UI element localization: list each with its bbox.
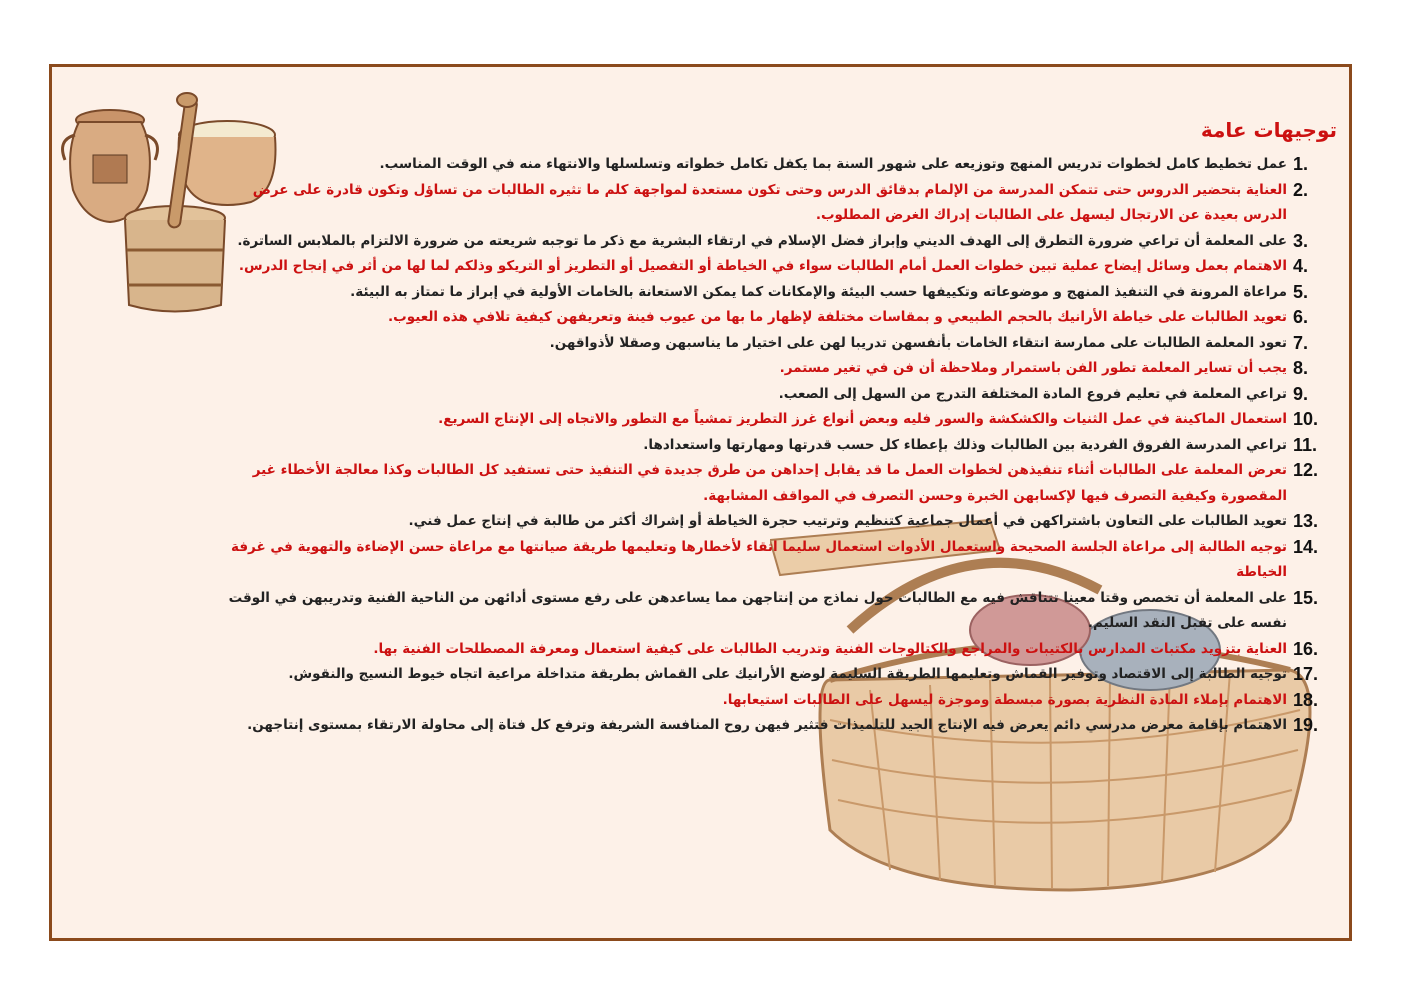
item-text: تعود المعلمة الطالبات على ممارسة انتقاء الخامات بأنفسهن تدريبا لهن على اختيار ما يناسبهن وصقلا لأذواقهن. — [549, 334, 1287, 351]
item-text: العناية بتحضير الدروس حتى تتمكن المدرسة من الإلمام بدقائق الدرس وحتى تكون مستعدة لمواجهة كلم ما تثيره الطالبات من تساؤل وتكون قادرة على عرض الدرس بعيدة عن الارتجال ليسهل على الطالبات إدراك الغرض المطلوب. — [252, 181, 1287, 223]
item-text: العناية بتزويد مكتبات المدارس بالكتيبات والمراجع والكتالوجات الفنية وتدريب الطالبات على كيفية استعمال ومعرفة المصطلحات الفنية بها. — [373, 640, 1287, 657]
guideline-item — [217, 280, 1337, 306]
guideline-item — [217, 586, 1337, 637]
guideline-item — [217, 178, 1337, 229]
guideline-item — [217, 382, 1337, 408]
item-number: 18. — [1293, 689, 1319, 710]
item-text: توجيه الطالبة إلى مراعاة الجلسة الصحيحة واستعمال الأدوات استعمال سليما اتقاء لأخطارها وتعليمها طريقة صيانتها مع مراعاة حسن الإضاءة والتهوية في غرفة الخياطة — [231, 538, 1287, 580]
item-text: يجب أن تساير المعلمة تطور الفن باستمرار وملاحظة أن فن في تغير مستمر. — [779, 360, 1287, 376]
item-text: على المعلمة أن تراعي ضرورة التطرق إلى الهدف الديني وإبراز فضل الإسلام في ارتقاء البشرية مع ذكر ما توجبه شريعته من ضرورة الالتزام بالملابس الساترة. — [237, 232, 1287, 249]
item-text: على المعلمة أن تخصص وقتا معينا تتناقش فيه مع الطالبات حول نماذج من إنتاجهن مما يساعدهن على رفع مستوى أدائهن من الناحية الفنية وتدريبهن في الوقت نفسه على تقبل النقد السليم. — [228, 589, 1287, 631]
item-number: 1. — [1293, 154, 1309, 174]
item-text: تعويد الطالبات على خياطة الأرانيك بالحجم الطبيعي و بمقاسات مختلفة لإظهار ما بها من عيوب فينة وتعريفهن كيفية تلافي هذه العيوب. — [388, 309, 1287, 325]
item-number: 14. — [1293, 536, 1319, 557]
item-number: 6. — [1293, 307, 1309, 327]
item-text: تراعي المدرسة الفروق الفردية بين الطالبات وذلك بإعطاء كل حسب قدرتها ومهارتها واستعدادها. — [643, 436, 1287, 453]
guideline-item — [217, 305, 1337, 331]
guideline-item — [217, 433, 1337, 459]
item-number: 8. — [1293, 358, 1309, 378]
guidelines-list — [217, 152, 1337, 739]
item-number: 2. — [1293, 179, 1309, 200]
page-title: توجيهات عامة — [1200, 118, 1337, 142]
guideline-item — [217, 407, 1337, 433]
item-number: 17. — [1293, 664, 1319, 684]
guideline-item — [217, 331, 1337, 357]
item-number: 12. — [1293, 460, 1319, 480]
guideline-item — [217, 535, 1337, 586]
item-number: 11. — [1293, 434, 1318, 455]
item-number: 3. — [1293, 230, 1309, 251]
guideline-item — [217, 713, 1337, 739]
item-number: 15. — [1293, 587, 1319, 608]
guideline-item — [217, 637, 1337, 663]
guideline-item — [217, 254, 1337, 280]
item-text: عمل تخطيط كامل لخطوات تدريس المنهج وتوزيعه على شهور السنة بما يكفل تكامل خطواته وتسلسلها والانتهاء منه في الوقت المناسب. — [379, 156, 1287, 172]
item-text: الاهتمام بإملاء المادة النظرية بصورة مبسطة وموجزة ليسهل على الطالبات استيعابها. — [722, 691, 1287, 708]
item-text: مراعاة المرونة في التنفيذ المنهج و موضوعاته وتكييفها حسب البيئة والإمكانات كما يمكن الاستعانة بالخامات الأولية في إبراز ما تمتاز به البيئة. — [350, 283, 1287, 300]
item-number: 4. — [1293, 256, 1309, 276]
item-number: 13. — [1293, 511, 1319, 531]
item-number: 5. — [1293, 281, 1309, 302]
item-text: الاهتمام بإقامة معرض مدرسي دائم يعرض فيه الإنتاج الجيد للتلميذات فتثير فيهن روح المنافسة الشريفة وترفع كل فتاة إلى محاولة الارتقاء بمستوى إنتاجهن. — [247, 717, 1287, 733]
item-text: الاهتمام بعمل وسائل إيضاح عملية تبين خطوات العمل أمام الطالبات سواء في الخياطة أو التفصيل أو التطريز أو التريكو وذلكم لما لها من أثر في إنجاح الدرس. — [238, 258, 1287, 274]
guideline-item — [217, 356, 1337, 382]
guidelines-content — [217, 112, 1337, 739]
item-text: تراعي المعلمة في تعليم فروع المادة المختلفة التدرج من السهل إلى الصعب. — [778, 385, 1287, 402]
guideline-item — [217, 662, 1337, 688]
item-number: 16. — [1293, 638, 1319, 659]
guideline-item — [217, 509, 1337, 535]
item-number: 19. — [1293, 715, 1319, 735]
guideline-item — [217, 152, 1337, 178]
guideline-item — [217, 229, 1337, 255]
guideline-item — [217, 458, 1337, 509]
guideline-item — [217, 688, 1337, 714]
item-text: تعويد الطالبات على التعاون باشتراكهن في أعمال جماعية كتنظيم وترتيب حجرة الخياطة أو إشراك أكثر من طالبة في إنتاج عمل فني. — [408, 513, 1287, 529]
item-number: 7. — [1293, 332, 1309, 353]
item-text: تعرض المعلمة على الطالبات أثناء تنفيذهن لخطوات العمل ما قد يقابل إحداهن من طرق جديدة في التنفيذ حتى تستفيد كل الطالبات وكذا معالجة الأخطاء غير المقصورة وكيفية التصرف فيها لإكسابهن الخبرة وحسن التصرف في المواقف المشابهة. — [252, 462, 1287, 504]
item-text: استعمال الماكينة في عمل الثنيات والكشكشة والسور فليه وبعض أنواع غرز التطريز تمشياً مع التطور والاتجاه إلى الإنتاج السريع. — [438, 411, 1287, 427]
item-number: 10. — [1293, 409, 1319, 429]
item-number: 9. — [1293, 383, 1309, 404]
item-text: توجيه الطالبة إلى الاقتصاد وتوفير القماش وتعليمها الطريقة السليمة لوضع الأرانيك على القماش بطريقة متداخلة مراعية اتجاه خيوط النسيج والنقوش. — [288, 666, 1287, 682]
